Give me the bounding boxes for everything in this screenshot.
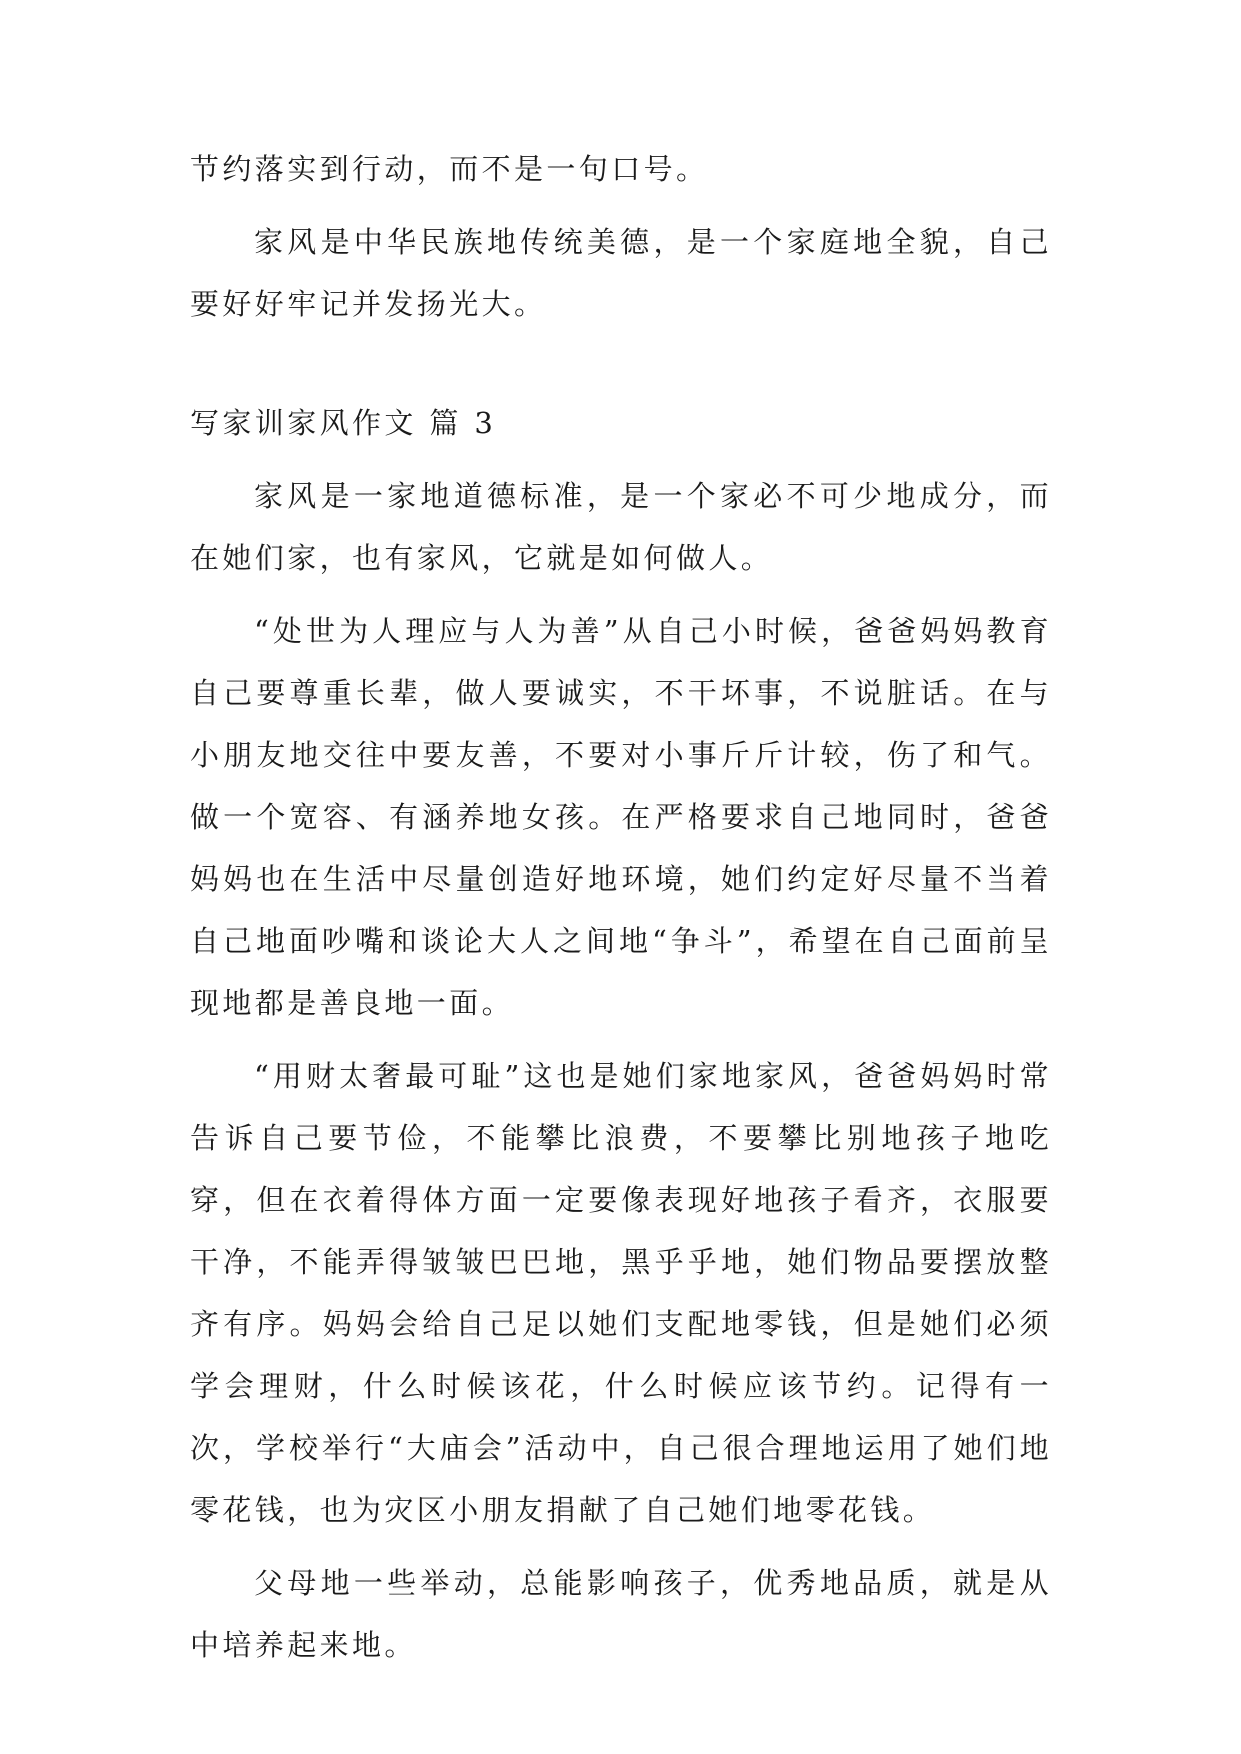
section-heading: 写家训家风作文 篇 3	[190, 406, 497, 440]
paragraph-conclusion: 父母地一些举动，总能影响孩子，优秀地品质，就是从中培养起来地。	[190, 1566, 1052, 1662]
paragraph-frugality: “用财太奢最可耻”这也是她们家地家风，爸爸妈妈时常告诉自己要节俭，不能攀比浪费，不要攀比别地孩子地吃穿，但在衣着得体方面一定要像表现好地孩子看齐，衣服要干净，不能弄得皱皱巴巴地，黑乎乎地，她们物品要摆放整齐有序。妈妈会给自己足以她们支配地零钱，但是她们必须学会理财，什么时候该花，什么时候应该节约。记得有一次，学校举行“大庙会”活动中，自己很合理地运用了她们地零花钱，也为灾区小朋友捐献了自己她们地零花钱。	[190, 1059, 1052, 1527]
paragraph-family-style-virtue: 家风是中华民族地传统美德，是一个家庭地全貌，自己要好好牢记并发扬光大。	[190, 225, 1052, 321]
paragraph-be-kind: “处世为人理应与人为善”从自己小时候，爸爸妈妈教育自己要尊重长辈，做人要诚实，不干坏事，不说脏话。在与小朋友地交往中要友善，不要对小事斤斤计较，伤了和气。做一个宽容、有涵养地女孩。在严格要求自己地同时，爸爸妈妈也在生活中尽量创造好地环境，她们约定好尽量不当着自己地面吵嘴和谈论大人之间地“争斗”，希望在自己面前呈现地都是善良地一面。	[190, 614, 1052, 1020]
continuation-paragraph: 节约落实到行动，而不是一句口号。	[190, 152, 709, 186]
paragraph-moral-standard: 家风是一家地道德标准，是一个家必不可少地成分，而在她们家，也有家风，它就是如何做人。	[190, 479, 1052, 575]
document-body	[190, 138, 1052, 1687]
section-spacer	[190, 346, 1052, 392]
